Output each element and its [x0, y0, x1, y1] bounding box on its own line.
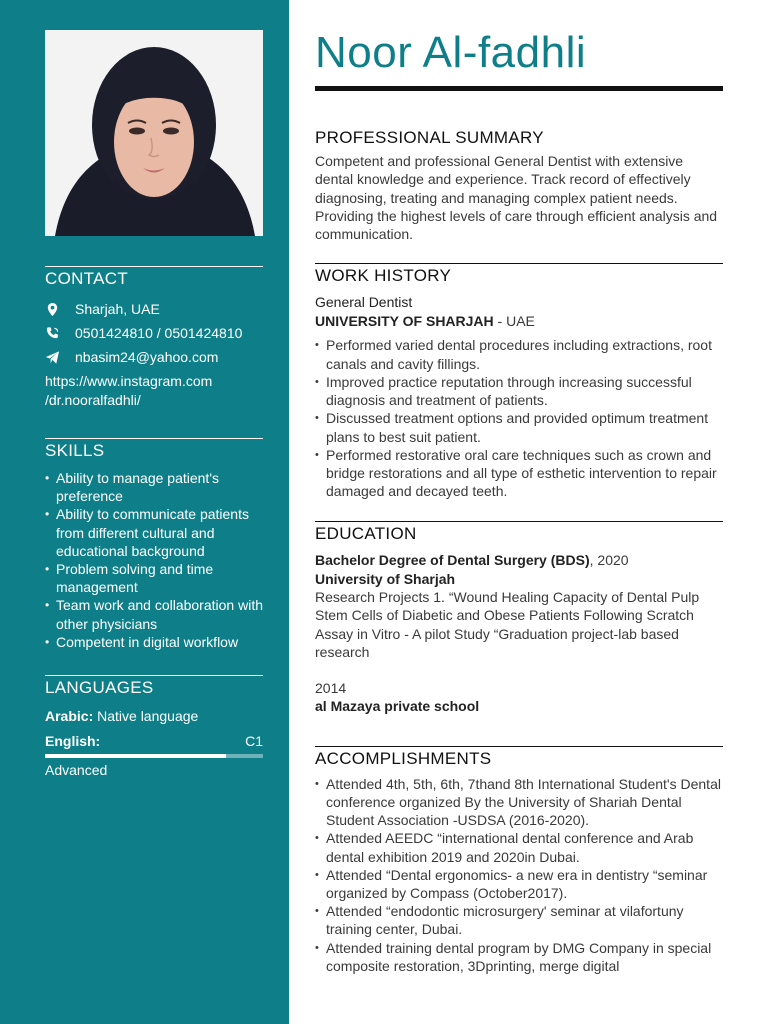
arabic-value: Native language	[97, 708, 199, 725]
list-item: • Attended “Dental ergonomics- a new era in dentistry “seminar organized by Compass (October2017).	[315, 866, 723, 902]
skills-section	[45, 438, 264, 651]
arabic-label: Arabic:	[45, 708, 94, 725]
list-item: • Attended AEEDC “international dental conference and Arab dental exhibition 2019 and 2020in Dubai.	[315, 829, 723, 865]
contact-phone	[45, 321, 264, 345]
job-title: General Dentist	[315, 294, 413, 311]
main-content	[315, 28, 723, 975]
summary-text: Competent and professional General Dentist with extensive dental knowledge and experience. Track record of effectively diagnosing, treating and managing complex patient needs. Providing the highest levels of care through efficient analysis and communication.	[315, 153, 718, 243]
languages-section	[45, 675, 264, 778]
name-divider	[315, 86, 723, 91]
contact-title: CONTACT	[45, 266, 263, 289]
edu-year-2: 2014	[315, 680, 347, 697]
phone-text[interactable]: 0501424810 / 0501424810	[75, 325, 243, 341]
list-item: • Performed varied dental procedures including extractions, root canals and cavity fillings.	[315, 336, 723, 372]
degree-name: Bachelor Degree of Dental Surgery (BDS)	[315, 552, 590, 569]
english-label: English:	[45, 733, 101, 750]
english-proficiency-bar	[45, 754, 263, 758]
list-item: • Attended “endodontic microsurgery' seminar at vilafortuny training center, Dubai.	[315, 902, 723, 938]
list-item: • Attended 4th, 5th, 6th, 7thand 8th International Student's Dental conference organized By the University of Shariah Dental Student Association -USDSA (2016-2020).	[315, 775, 723, 830]
summary-section	[315, 127, 723, 243]
contact-location	[45, 297, 264, 321]
send-mail-icon	[45, 350, 75, 365]
contact-email	[45, 345, 264, 369]
work-duties-list	[315, 336, 723, 500]
portrait-image	[45, 30, 263, 236]
candidate-name: Noor Al-fadhli	[315, 28, 587, 77]
edu-description: Research Projects 1. “Wound Healing Capacity of Dental Pulp Stem Cells of Diabetic and Obese Patients Following Scratch Assay in Vitro - A pilot Study “Graduation project-lab based research	[315, 588, 700, 660]
instagram-link[interactable]	[45, 372, 264, 410]
work-title: WORK HISTORY	[315, 263, 723, 287]
english-level: Advanced	[45, 762, 108, 779]
instagram-link-line2[interactable]: /dr.nooralfadhli/	[45, 392, 141, 408]
edu-degree	[315, 551, 723, 569]
english-proficiency-fill	[45, 754, 226, 758]
accomplishments-section	[315, 746, 723, 975]
skill-item: • Team work and collaboration with other physicians	[45, 596, 264, 632]
location-text: Sharjah, UAE	[75, 301, 160, 317]
list-item: • Discussed treatment options and provided optimum treatment plans to best suit patient.	[315, 409, 723, 445]
degree-year: , 2020	[589, 552, 629, 569]
education-title: EDUCATION	[315, 521, 723, 545]
profile-photo	[45, 30, 263, 236]
list-item: • Improved practice reputation through increasing successful diagnosis and treatment of patients.	[315, 373, 723, 409]
skill-item: • Competent in digital workflow	[45, 633, 264, 651]
phone-icon	[45, 326, 75, 341]
list-item: • Attended training dental program by DMG Company in special composite restoration, 3Dprinting, merge digital	[315, 939, 723, 975]
org-location: - UAE	[493, 313, 535, 330]
languages-title: LANGUAGES	[45, 675, 263, 698]
edu-school: University of Sharjah	[315, 570, 456, 587]
edu-school-2: al Mazaya private school	[315, 698, 480, 715]
instagram-link-line1[interactable]: https://www.instagram.com	[45, 373, 213, 389]
work-section	[315, 263, 723, 500]
skills-title: SKILLS	[45, 438, 263, 461]
list-item: • Performed restorative oral care techniques such as crown and bridge restorations and all type of esthetic intervention to repair damaged and decayed teeth.	[315, 446, 723, 501]
org-name: UNIVERSITY OF SHARJAH	[315, 313, 494, 330]
language-english	[45, 731, 263, 751]
skill-item: • Ability to manage patient's preference	[45, 469, 264, 505]
accomplishments-title: ACCOMPLISHMENTS	[315, 746, 723, 770]
skill-item: • Problem solving and time management	[45, 560, 264, 596]
skills-list	[45, 469, 264, 651]
language-arabic	[45, 706, 263, 726]
accomplishments-list	[315, 775, 723, 975]
job-org	[315, 312, 723, 331]
location-pin-icon	[45, 302, 75, 317]
contact-section	[45, 266, 264, 410]
education-section	[315, 521, 723, 715]
summary-title: PROFESSIONAL SUMMARY	[315, 128, 544, 147]
sidebar	[0, 0, 289, 1024]
email-text[interactable]: nbasim24@yahoo.com	[75, 349, 219, 365]
english-code: C1	[245, 733, 263, 750]
skill-item: • Ability to communicate patients from different cultural and educational background	[45, 505, 264, 560]
